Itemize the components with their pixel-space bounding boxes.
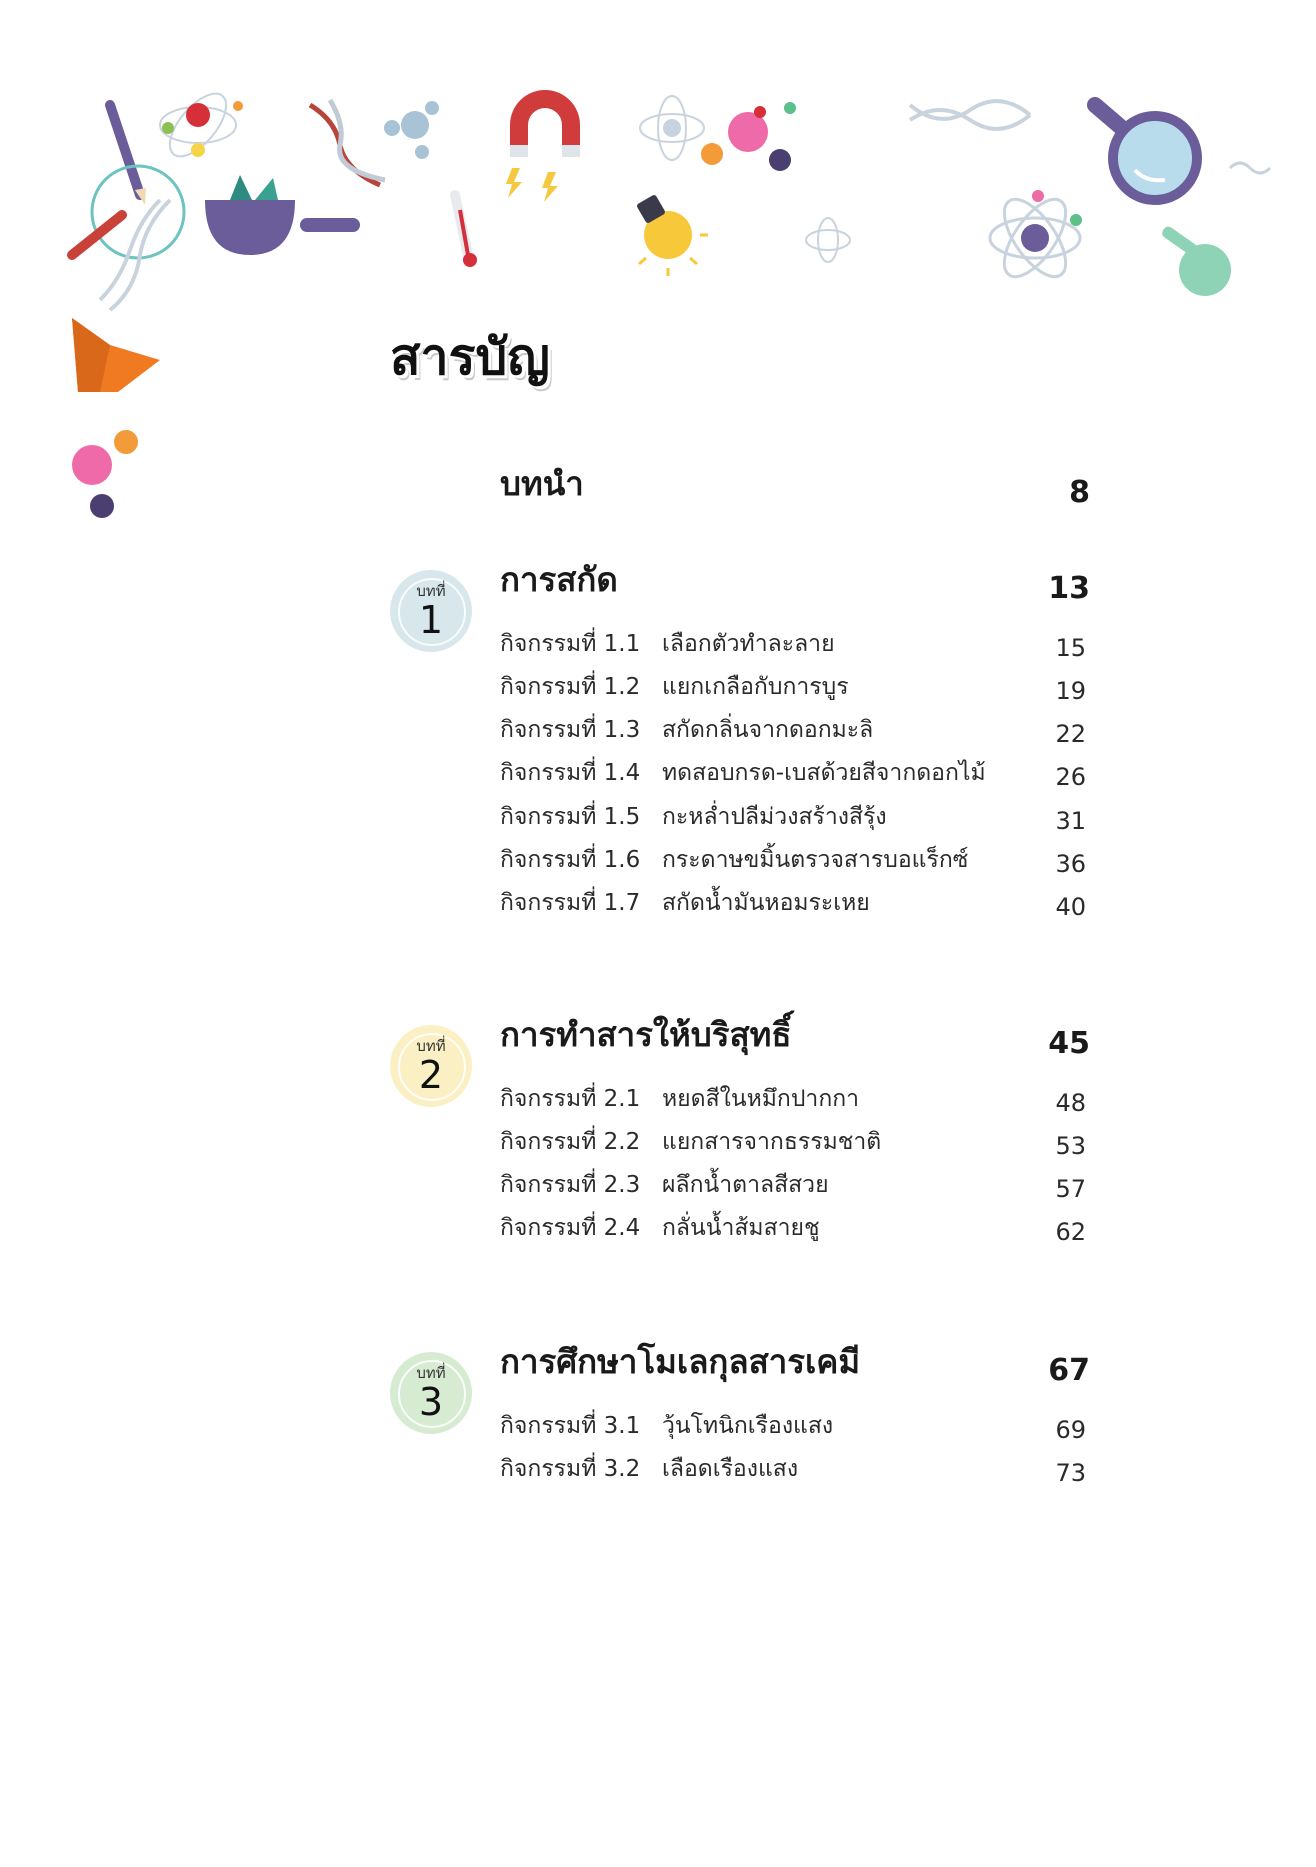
toc-activity-1-5[interactable] [500, 795, 1090, 835]
molecule-balls-icon [701, 102, 796, 171]
toc-intro[interactable] [500, 464, 1090, 510]
toc-activity-3-2[interactable] [500, 1447, 1090, 1487]
toc-activity-1-3[interactable] [500, 708, 1090, 748]
activity-name: ผลึกน้ำตาลสีสวย [662, 1172, 829, 1198]
activity-page: 40 [1055, 893, 1086, 921]
activity-label: กิจกรรมที่ 1.2 [500, 674, 641, 700]
activity-page: 62 [1055, 1218, 1086, 1246]
toc-chapter-1[interactable] [500, 560, 1090, 606]
dna-icon [100, 200, 170, 310]
atom-icon [990, 190, 1082, 287]
chapter-badge-number: 3 [418, 1380, 444, 1424]
activity-name: หยดสีในหมึกปากกา [662, 1086, 860, 1112]
atom-icon [640, 96, 704, 160]
red-pencil-icon [72, 215, 122, 255]
activity-name: เลือดเรืองแสง [662, 1456, 799, 1482]
activity-name: วุ้นโทนิกเรืองแสง [662, 1413, 834, 1439]
chapter-page: 67 [1048, 1353, 1090, 1388]
flask-icon [1160, 225, 1231, 296]
magnifying-glass-icon [1095, 105, 1197, 200]
chapter-badge-3 [390, 1352, 472, 1434]
activity-label: กิจกรรมที่ 1.3 [500, 717, 641, 743]
molecule-balls-icon [72, 430, 138, 518]
activity-page: 22 [1055, 720, 1086, 748]
chapter-title: การทำสารให้บริสุทธิ์ [500, 1015, 792, 1054]
activity-page: 73 [1055, 1459, 1086, 1487]
atom-icon [806, 218, 850, 262]
activity-label: กิจกรรมที่ 2.1 [500, 1086, 641, 1112]
activity-name: กะหล่ำปลีม่วงสร้างสีรุ้ง [662, 804, 887, 830]
pencil-icon [110, 105, 146, 205]
chapter-badge-2 [390, 1025, 472, 1107]
thermometer-icon [455, 195, 477, 267]
toc-activity-2-4[interactable] [500, 1206, 1090, 1246]
chapter-badge-number: 1 [418, 598, 444, 642]
toc-chapter-2[interactable] [500, 1015, 1090, 1061]
dna-icon [1230, 163, 1270, 173]
page-title: สารบัญ [390, 328, 550, 386]
activity-name: แยกสารจากธรรมชาติ [662, 1129, 882, 1155]
book-icon [72, 318, 160, 392]
activity-label: กิจกรรมที่ 1.5 [500, 804, 641, 830]
chapter-title: การสกัด [500, 560, 618, 599]
activity-page: 69 [1055, 1416, 1086, 1444]
toc-intro-page: 8 [1069, 475, 1090, 510]
activity-name: กระดาษขมิ้นตรวจสารบอแร็กซ์ [662, 847, 969, 873]
dna-icon [310, 100, 385, 185]
activity-label: กิจกรรมที่ 3.1 [500, 1413, 641, 1439]
chapter-badge-number: 2 [418, 1053, 444, 1097]
molecule-icon [384, 101, 439, 159]
toc-intro-title: บทนำ [500, 464, 584, 503]
toc-activity-2-1[interactable] [500, 1077, 1090, 1117]
light-bulb-icon [636, 194, 708, 276]
mortar-pestle-icon [205, 175, 360, 255]
toc-activity-3-1[interactable] [500, 1404, 1090, 1444]
activity-label: กิจกรรมที่ 1.1 [500, 631, 641, 657]
activity-label: กิจกรรมที่ 1.7 [500, 890, 641, 916]
activity-page: 48 [1055, 1089, 1086, 1117]
activity-page: 26 [1055, 763, 1086, 791]
activity-name: แยกเกลือกับการบูร [662, 674, 849, 700]
chapter-title: การศึกษาโมเลกุลสารเคมี [500, 1342, 861, 1381]
chapter-page: 13 [1048, 571, 1090, 606]
toc-chapter-3[interactable] [500, 1342, 1090, 1388]
activity-page: 31 [1055, 807, 1086, 835]
chapter-badge-label: บทที่ [416, 1037, 446, 1055]
activity-name: เลือกตัวทำละลาย [662, 631, 835, 657]
chapter-badge-label: บทที่ [416, 1364, 446, 1382]
toc-activity-1-2[interactable] [500, 665, 1090, 705]
toc-activity-1-7[interactable] [500, 881, 1090, 921]
activity-name: กลั่นน้ำส้มสายชู [662, 1215, 820, 1241]
toc-activity-1-4[interactable] [500, 751, 1090, 791]
toc-activity-1-6[interactable] [500, 838, 1090, 878]
toc-activity-2-2[interactable] [500, 1120, 1090, 1160]
activity-label: กิจกรรมที่ 2.4 [500, 1215, 641, 1241]
toc-activity-1-1[interactable] [500, 622, 1090, 662]
chapter-badge-label: บทที่ [416, 582, 446, 600]
activity-name: สกัดน้ำมันหอมระเหย [662, 890, 870, 916]
activity-name: ทดสอบกรด-เบสด้วยสีจากดอกไม้ [662, 760, 986, 786]
magnet-icon [506, 90, 580, 202]
atom-icon [160, 84, 243, 165]
activity-page: 57 [1055, 1175, 1086, 1203]
dna-icon [910, 101, 1030, 129]
chapter-page: 45 [1048, 1026, 1090, 1061]
activity-page: 19 [1055, 677, 1086, 705]
activity-label: กิจกรรมที่ 1.4 [500, 760, 641, 786]
activity-name: สกัดกลิ่นจากดอกมะลิ [662, 717, 874, 743]
activity-label: กิจกรรมที่ 2.3 [500, 1172, 641, 1198]
toc-activity-2-3[interactable] [500, 1163, 1090, 1203]
activity-label: กิจกรรมที่ 1.6 [500, 847, 641, 873]
activity-label: กิจกรรมที่ 2.2 [500, 1129, 641, 1155]
activity-page: 15 [1055, 634, 1086, 662]
activity-page: 53 [1055, 1132, 1086, 1160]
science-illustration-banner [0, 0, 1316, 540]
activity-label: กิจกรรมที่ 3.2 [500, 1456, 641, 1482]
chapter-badge-1 [390, 570, 472, 652]
activity-page: 36 [1055, 850, 1086, 878]
